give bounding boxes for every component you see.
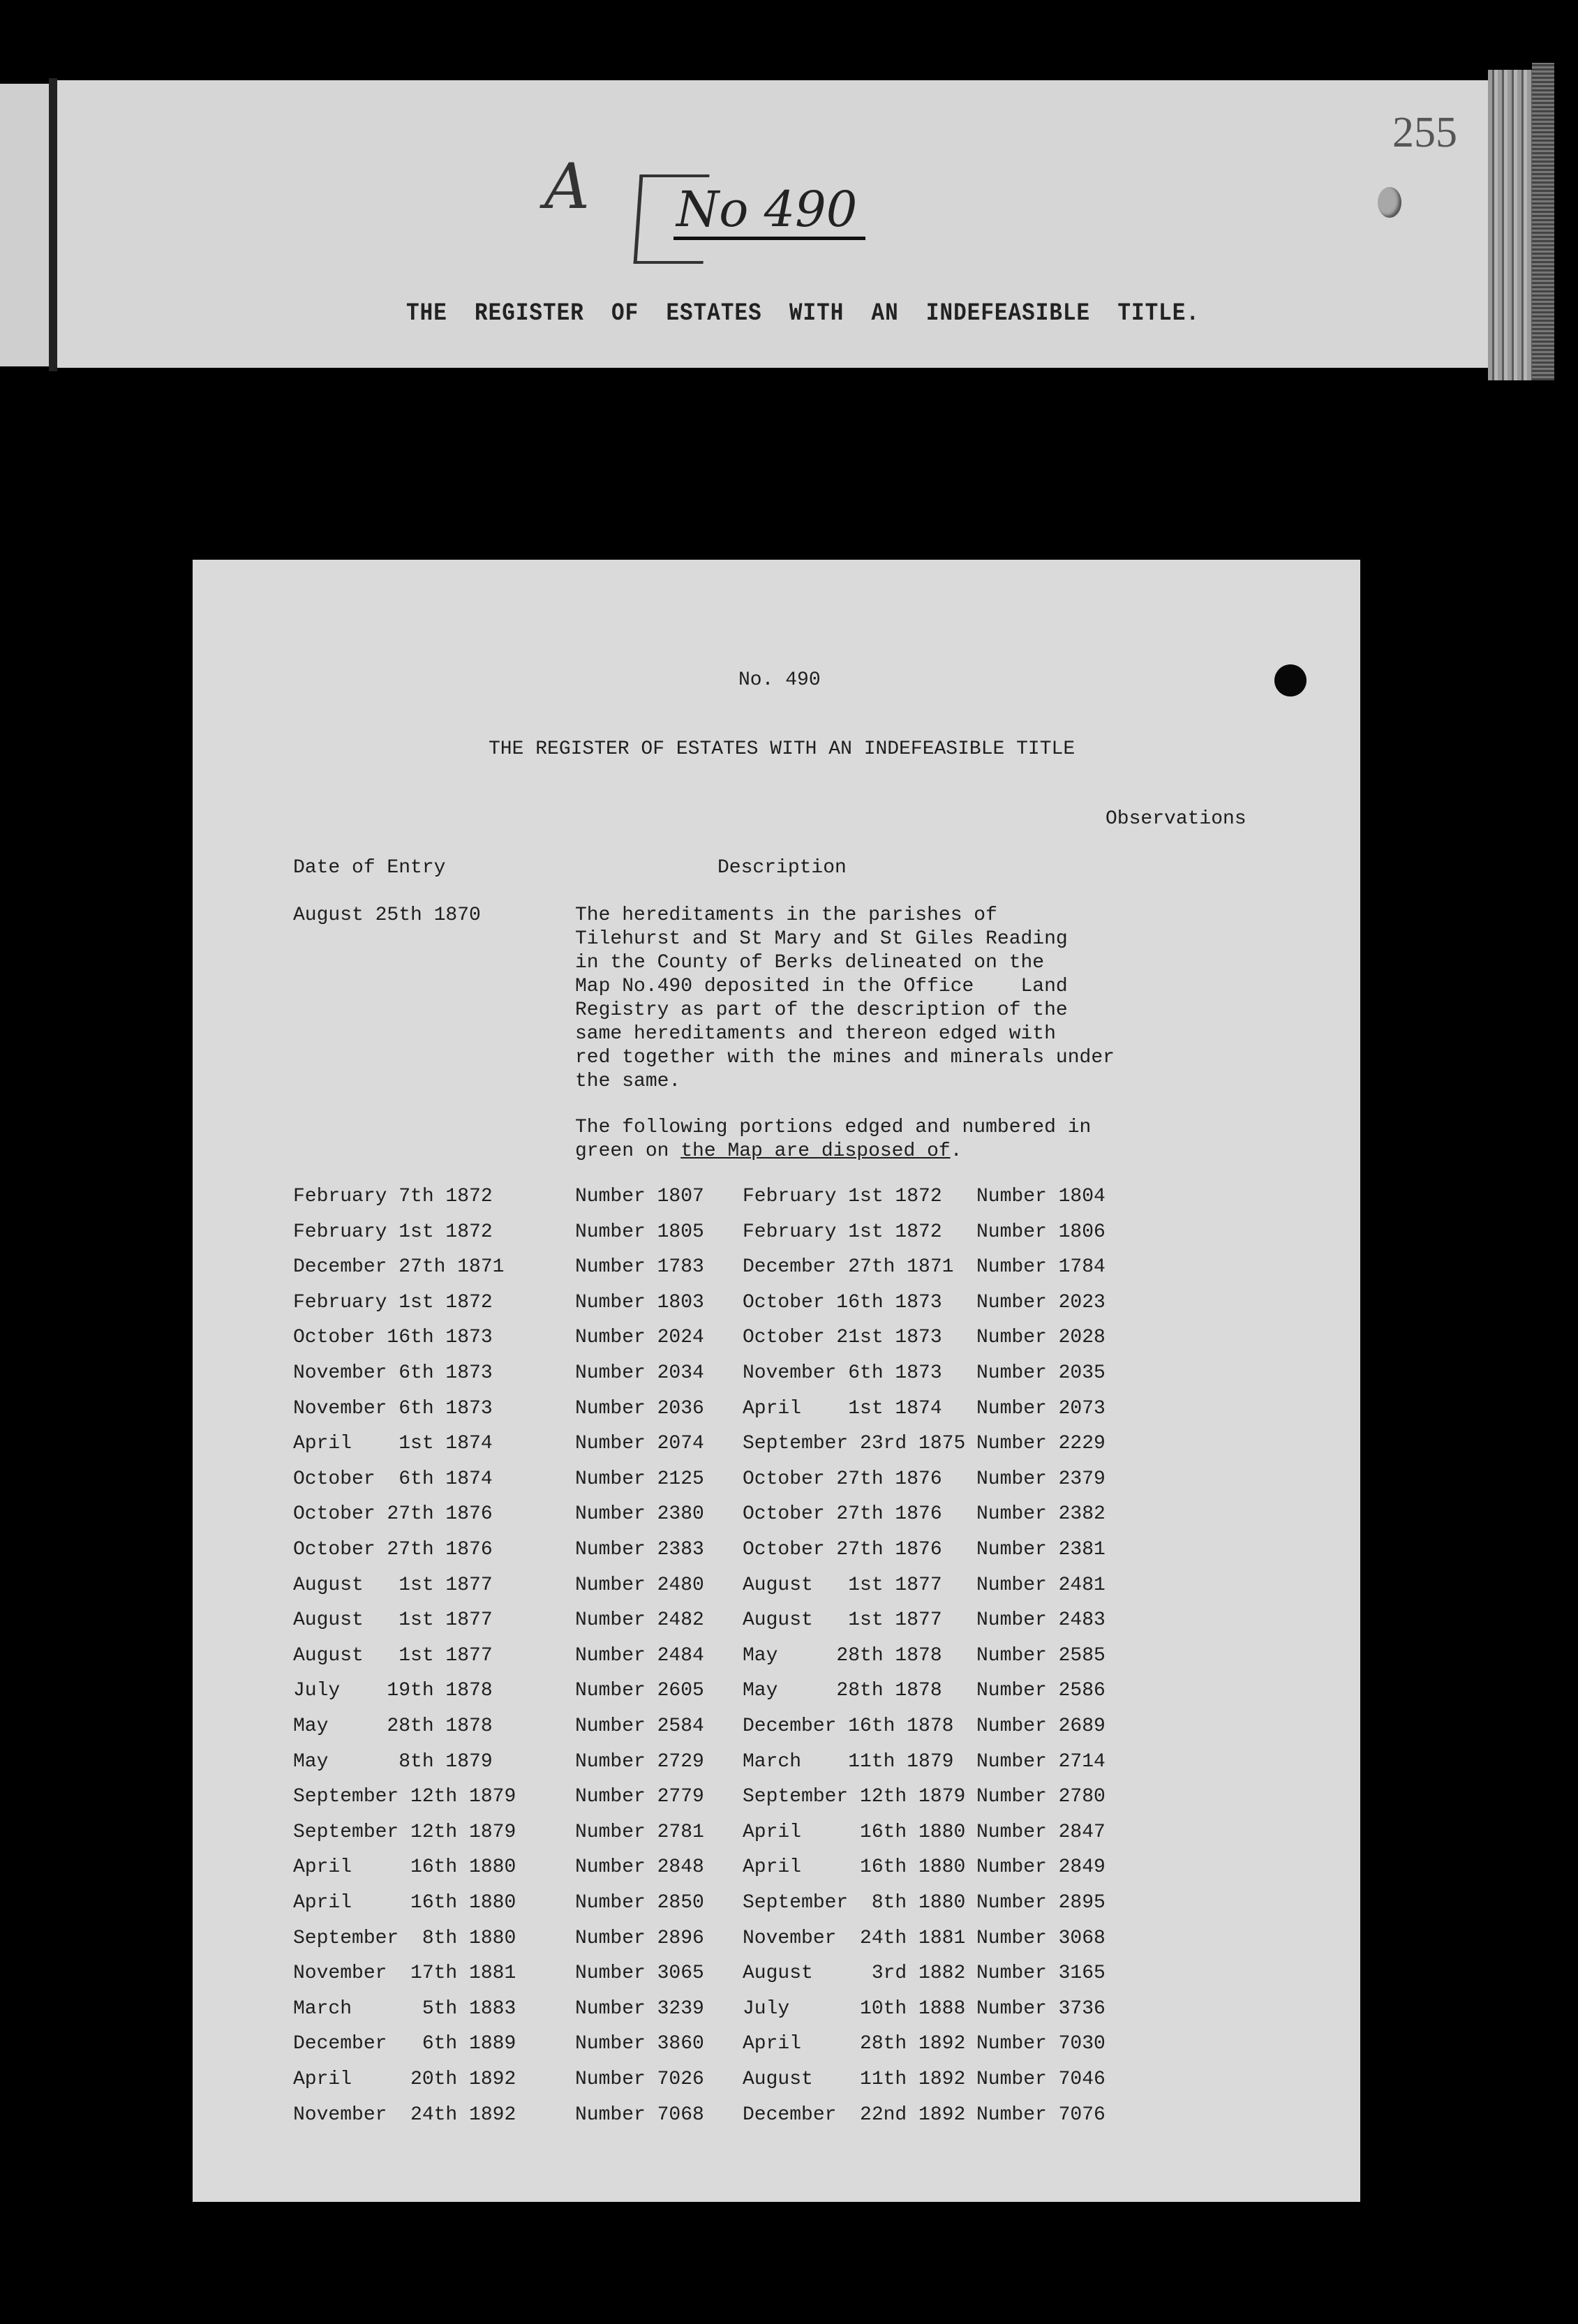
entry-date-right: April 28th 1892 <box>743 2033 966 2055</box>
entry-date-left: October 16th 1873 <box>293 1327 493 1349</box>
page-stamp: 255 <box>1392 109 1457 156</box>
description-header: Description <box>717 857 847 879</box>
entry-number-left: Number 2584 <box>575 1715 704 1737</box>
entry-number-left: Number 2482 <box>575 1609 704 1632</box>
table-row <box>0 1927 1578 1951</box>
entry-number-right: Number 2849 <box>976 1856 1106 1879</box>
entry-date-left: December 6th 1889 <box>293 2033 516 2055</box>
table-row <box>0 1326 1578 1350</box>
entry-date-right: October 16th 1873 <box>743 1291 942 1313</box>
entry-date-left: December 27th 1871 <box>293 1256 505 1279</box>
entry-number-left: Number 2484 <box>575 1644 704 1667</box>
entry-date-left: August 1st 1877 <box>293 1574 493 1596</box>
entry-date-left: September 12th 1879 <box>293 1786 516 1808</box>
entry-number-left: Number 2480 <box>575 1574 704 1596</box>
entry-number-left: Number 2781 <box>575 1821 704 1843</box>
table-row <box>0 1750 1578 1774</box>
entry-date-left: April 1st 1874 <box>293 1433 493 1455</box>
entry-date-left: September 8th 1880 <box>293 1927 516 1949</box>
entry-date-right: April 16th 1880 <box>743 1856 966 1879</box>
entry-date-left: September 12th 1879 <box>293 1821 516 1843</box>
entry-date-left: February 1st 1872 <box>293 1221 493 1243</box>
table-row <box>0 1644 1578 1668</box>
left-page-edge <box>0 84 49 366</box>
entry-number-right: Number 2073 <box>976 1397 1106 1420</box>
entry-date-right: September 12th 1879 <box>743 1786 966 1808</box>
table-row <box>0 1785 1578 1809</box>
entry-number-left: Number 2850 <box>575 1892 704 1914</box>
entry-number-left: Number 2074 <box>575 1433 704 1455</box>
binder-hole <box>1378 187 1401 218</box>
portions-prefix: green on <box>575 1140 681 1162</box>
description-line: red together with the mines and minerals under <box>575 1047 1115 1068</box>
entry-date-left: August 1st 1877 <box>293 1609 493 1632</box>
entry-number-left: Number 2605 <box>575 1680 704 1702</box>
table-row <box>0 1574 1578 1597</box>
entry-date-left: July 19th 1878 <box>293 1680 493 1702</box>
entry-date-right: August 3rd 1882 <box>743 1962 966 1985</box>
entry-number-left: Number 2125 <box>575 1468 704 1490</box>
entry-date-right: August 11th 1892 <box>743 2069 966 2090</box>
description-line: same hereditaments and thereon edged with <box>575 1023 1056 1045</box>
entry-number-right: Number 7030 <box>976 2033 1106 2055</box>
entry-number-right: Number 2481 <box>976 1574 1106 1596</box>
table-row <box>0 2103 1578 2127</box>
table-row <box>0 1891 1578 1915</box>
portions-underlined: the Map are disposed of <box>680 1140 951 1162</box>
entry-number-left: Number 3239 <box>575 1997 704 2020</box>
entry-number-right: Number 2035 <box>976 1362 1106 1384</box>
entry-number-left: Number 2380 <box>575 1503 704 1526</box>
entry-number-left: Number 2034 <box>575 1362 704 1384</box>
entry-number-right: Number 2689 <box>976 1715 1106 1737</box>
entry-date-right: October 27th 1876 <box>743 1468 942 1490</box>
entry-number-right: Number 3736 <box>976 1997 1106 2020</box>
entry-number-left: Number 1783 <box>575 1256 704 1279</box>
table-row <box>0 1291 1578 1315</box>
entry-number-right: Number 1806 <box>976 1221 1106 1243</box>
entry-number-right: Number 2381 <box>976 1539 1106 1560</box>
entry-number-left: Number 1803 <box>575 1291 704 1313</box>
description-line: Map No.490 deposited in the Office Land <box>575 976 1068 997</box>
entry-number-left: Number 1805 <box>575 1221 704 1243</box>
entry-date-right: November 24th 1881 <box>743 1927 966 1949</box>
entry-date-right: September 8th 1880 <box>743 1892 966 1914</box>
entry-date-left: November 24th 1892 <box>293 2103 516 2126</box>
table-row <box>0 1397 1578 1421</box>
entry-number-left: Number 2024 <box>575 1327 704 1349</box>
entry-date-left: August 1st 1877 <box>293 1644 493 1667</box>
entry-number-left: Number 2848 <box>575 1856 704 1879</box>
entry-number-right: Number 3068 <box>976 1927 1106 1949</box>
table-row <box>0 1609 1578 1632</box>
entry-number-left: Number 3860 <box>575 2033 704 2055</box>
entry-number-right: Number 7046 <box>976 2069 1106 2090</box>
entry-number-right: Number 1804 <box>976 1186 1106 1207</box>
table-row <box>0 1821 1578 1845</box>
book-binding <box>1532 63 1554 380</box>
entry-date-right: April 1st 1874 <box>743 1397 942 1420</box>
description-line: Registry as part of the description of the <box>575 999 1068 1021</box>
observations-label: Observations <box>1106 808 1246 830</box>
table-row <box>0 1362 1578 1385</box>
entry-number-right: Number 2379 <box>976 1468 1106 1490</box>
entry-date-left: November 6th 1873 <box>293 1362 493 1384</box>
entry-number-right: Number 2847 <box>976 1821 1106 1843</box>
date-of-entry-header: Date of Entry <box>293 857 446 879</box>
entry-number-left: Number 2036 <box>575 1397 704 1420</box>
entry-date-left: April 16th 1880 <box>293 1892 516 1914</box>
entry-number-left: Number 3065 <box>575 1962 704 1985</box>
entry-date-left: October 6th 1874 <box>293 1468 493 1490</box>
entry-number-right: Number 2023 <box>976 1291 1106 1313</box>
entry-date-right: May 28th 1878 <box>743 1644 942 1667</box>
entry-date-right: December 22nd 1892 <box>743 2103 966 2126</box>
portions-line-2 <box>575 1140 962 1163</box>
entry-date-left: May 28th 1878 <box>293 1715 493 1737</box>
entry-date-right: February 1st 1872 <box>743 1186 942 1207</box>
portions-suffix: . <box>950 1140 962 1162</box>
entry-date-left: October 27th 1876 <box>293 1539 493 1560</box>
punch-hole <box>1274 664 1307 697</box>
entry-number-right: Number 2483 <box>976 1609 1106 1632</box>
page-gutter <box>49 78 57 371</box>
table-row <box>0 1432 1578 1456</box>
entry-number-left: Number 2729 <box>575 1750 704 1773</box>
description-line: in the County of Berks delineated on the <box>575 952 1045 974</box>
table-row <box>0 1503 1578 1526</box>
entry-date-left: November 6th 1873 <box>293 1397 493 1420</box>
entry-number-right: Number 2586 <box>976 1680 1106 1702</box>
entry-date-right: September 23rd 1875 <box>743 1433 966 1455</box>
entry-number-right: Number 2780 <box>976 1786 1106 1808</box>
entry-number-left: Number 2779 <box>575 1786 704 1808</box>
table-row <box>0 1856 1578 1879</box>
table-row <box>0 1538 1578 1562</box>
entry-number-left: Number 2896 <box>575 1927 704 1949</box>
entry-date-left: October 27th 1876 <box>293 1503 493 1526</box>
entry-date-right: December 16th 1878 <box>743 1715 954 1737</box>
document-title: THE REGISTER OF ESTATES WITH AN INDEFEASIBLE TITLE <box>489 738 1075 760</box>
table-row <box>0 1715 1578 1738</box>
portions-line-1: The following portions edged and numbered in <box>575 1117 1092 1138</box>
entry-date-right: August 1st 1877 <box>743 1609 942 1632</box>
table-row <box>0 1221 1578 1244</box>
entry-number-right: Number 2714 <box>976 1750 1106 1773</box>
entry-number-right: Number 2028 <box>976 1327 1106 1349</box>
entry-number-left: Number 7026 <box>575 2069 704 2090</box>
entry-date-right: March 11th 1879 <box>743 1750 954 1773</box>
entry-date-left: April 20th 1892 <box>293 2069 516 2090</box>
register-strip-title: THE REGISTER OF ESTATES WITH AN INDEFEASIBLE TITLE. <box>406 299 1200 328</box>
table-row <box>0 1185 1578 1209</box>
table-row <box>0 1256 1578 1279</box>
handwritten-letter: A <box>544 150 590 223</box>
entry-date-right: December 27th 1871 <box>743 1256 954 1279</box>
table-row <box>0 1962 1578 1986</box>
entry-date-left: November 17th 1881 <box>293 1962 516 1985</box>
table-row <box>0 2032 1578 2056</box>
entry-date-right: May 28th 1878 <box>743 1680 942 1702</box>
entry-date-left: May 8th 1879 <box>293 1750 493 1773</box>
entry-date-right: February 1st 1872 <box>743 1221 942 1243</box>
entry-date-left: February 7th 1872 <box>293 1186 493 1207</box>
table-row <box>0 2068 1578 2092</box>
document-number: No. 490 <box>738 669 821 691</box>
table-row <box>0 1468 1578 1491</box>
entry-number-left: Number 2383 <box>575 1539 704 1560</box>
entry-date-right: August 1st 1877 <box>743 1574 942 1596</box>
entry-number-right: Number 2895 <box>976 1892 1106 1914</box>
entry-date-right: July 10th 1888 <box>743 1997 966 2020</box>
description-line: The hereditaments in the parishes of <box>575 904 997 926</box>
entry-date-right: April 16th 1880 <box>743 1821 966 1843</box>
entry-number-right: Number 3165 <box>976 1962 1106 1985</box>
entry-number-right: Number 2229 <box>976 1433 1106 1455</box>
entry-number-right: Number 2585 <box>976 1644 1106 1667</box>
entry-number-right: Number 1784 <box>976 1256 1106 1279</box>
entry-number-left: Number 1807 <box>575 1186 704 1207</box>
entry-date-right: October 27th 1876 <box>743 1503 942 1526</box>
description-text <box>575 904 1115 1094</box>
entry-date-left: March 5th 1883 <box>293 1997 516 2020</box>
handwritten-number: No 490 <box>673 183 865 240</box>
entry-number-right: Number 7076 <box>976 2103 1106 2126</box>
entry-number-left: Number 7068 <box>575 2103 704 2126</box>
table-row <box>0 1679 1578 1703</box>
entry-date: August 25th 1870 <box>293 904 481 926</box>
entry-date-left: February 1st 1872 <box>293 1291 493 1313</box>
entry-date-left: April 16th 1880 <box>293 1856 516 1879</box>
entry-date-right: November 6th 1873 <box>743 1362 942 1384</box>
entry-date-right: October 21st 1873 <box>743 1327 942 1349</box>
description-line: the same. <box>575 1071 681 1092</box>
entry-date-right: October 27th 1876 <box>743 1539 942 1560</box>
entry-number-right: Number 2382 <box>976 1503 1106 1526</box>
description-line: Tilehurst and St Mary and St Giles Reading <box>575 928 1068 950</box>
table-row <box>0 1997 1578 2021</box>
